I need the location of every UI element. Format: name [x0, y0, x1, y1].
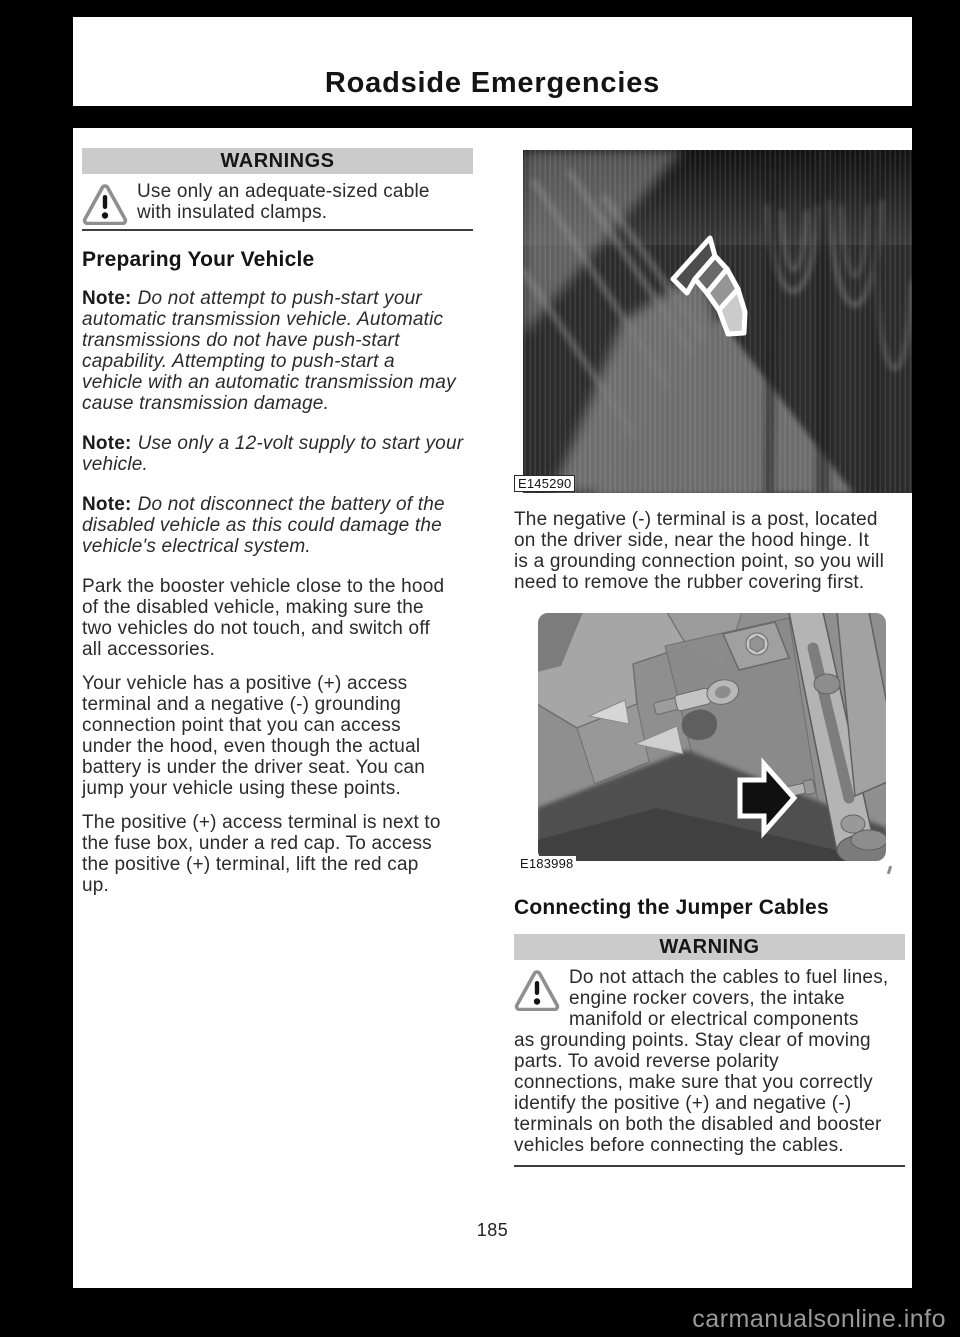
- watermark: carmanualsonline.info: [692, 1305, 946, 1333]
- body-paragraph: The positive (+) access terminal is next to the fuse box, under a red cap. To access the positive (+) terminal, lift the red cap up.: [82, 812, 441, 896]
- header-band: [73, 17, 912, 106]
- note-text: disabled vehicle as this could damage the vehicle's electrical system.: [82, 515, 442, 557]
- page-title: Roadside Emergencies: [324, 67, 661, 99]
- body-paragraph: The negative (-) terminal is a post, located on the driver side, near the hood hinge. It is a grounding connection point, so you will need to remove the rubber covering first.: [514, 509, 885, 593]
- hood-hinge-illustration: [537, 612, 887, 862]
- section-divider: [82, 229, 473, 231]
- warnings-box: [82, 181, 473, 223]
- note-label: Note:: [82, 288, 132, 309]
- figure-hood-hinge: [520, 612, 887, 871]
- section-heading-connecting-jumper-cables: Connecting the Jumper Cables: [514, 896, 829, 919]
- note-label: Note:: [82, 494, 132, 515]
- scan-artifact-mark: [887, 866, 892, 875]
- figure-code-label: E145290: [514, 475, 575, 492]
- section-heading-preparing-your-vehicle: Preparing Your Vehicle: [82, 248, 315, 271]
- note-text: Use only a 12-volt supply to start your: [137, 433, 464, 454]
- note-text: Do not disconnect the battery of the: [137, 494, 445, 515]
- right-column: [514, 128, 905, 1167]
- note-paragraph: [82, 288, 473, 414]
- figure-engine-bay-photo: [518, 150, 912, 493]
- note-paragraph: [82, 494, 473, 557]
- engine-bay-illustration: [523, 150, 912, 493]
- warning-box-title-bar: [514, 934, 905, 960]
- figure-code-label: E183998: [517, 856, 576, 871]
- note-text: automatic transmission vehicle. Automatic transmissions do not have push-start capability. Attempting to push-start a vehicle with an automatic transmission may cause transmission damage.: [82, 309, 456, 414]
- warning-triangle-icon: [514, 969, 560, 1011]
- manual-page: [73, 128, 912, 1288]
- warning-box-title: WARNING: [659, 936, 760, 958]
- warning-triangle-icon: [82, 183, 128, 225]
- note-text: vehicle.: [82, 454, 149, 475]
- note-paragraph: [82, 433, 473, 475]
- warning-box: [514, 967, 905, 1156]
- warnings-box-title: WARNINGS: [220, 150, 335, 172]
- note-label: Note:: [82, 433, 132, 454]
- body-paragraph: Park the booster vehicle close to the hood of the disabled vehicle, making sure the two vehicles do not touch, and switch off all accessories.: [82, 576, 445, 660]
- left-column: [82, 128, 473, 896]
- warnings-box-title-bar: [82, 148, 473, 174]
- warning-box-text: Do not attach the cables to fuel lines, engine rocker covers, the intake manifold or electrical components as grounding points. Stay clear of moving parts. To avoid reverse polarity connections, make sure that you correctly identify the positive (+) and negative (-) terminals on both the disabled and booster vehicles before connecting the cables.: [514, 967, 889, 1156]
- section-divider: [514, 1165, 905, 1167]
- body-paragraph: Your vehicle has a positive (+) access terminal and a negative (-) grounding connection point that you can access under the hood, even though the actual battery is under the driver seat. You can jump your vehicle using these points.: [82, 673, 426, 799]
- warnings-box-text: Use only an adequate-sized cable with insulated clamps.: [137, 181, 430, 223]
- page-number: 185: [476, 1220, 509, 1240]
- note-text: Do not attempt to push-start your: [137, 288, 422, 309]
